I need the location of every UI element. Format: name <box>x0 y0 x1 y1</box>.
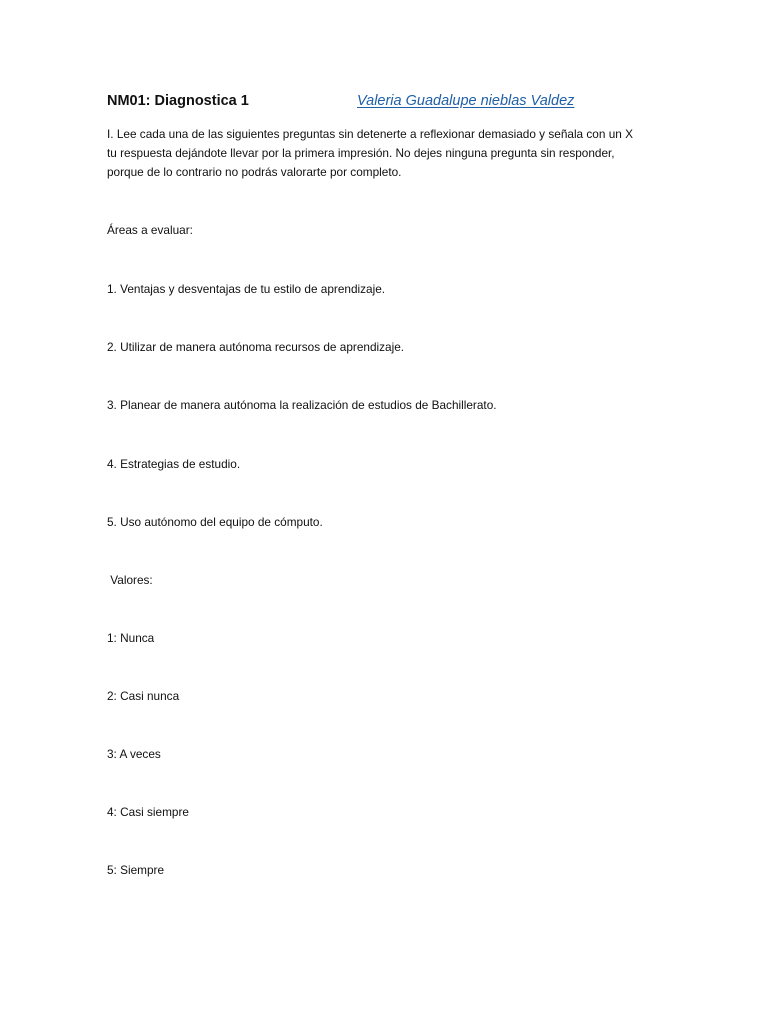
area-item-1: 1. Ventajas y desventajas de tu estilo de aprendizaje. <box>107 282 386 296</box>
author-name-link[interactable]: Valeria Guadalupe nieblas Valdez <box>357 93 575 109</box>
document-title: NM01: Diagnostica 1 <box>107 93 249 109</box>
area-item-2: 2. Utilizar de manera autónoma recursos de aprendizaje. <box>107 340 405 354</box>
area-item-4: 4. Estrategias de estudio. <box>107 457 241 471</box>
value-item-2: 2: Casi nunca <box>107 689 180 703</box>
value-item-1: 1: Nunca <box>107 631 155 645</box>
instructions-line: I. Lee cada una de las siguientes preguntas sin detenerte a reflexionar demasiado y señala con un X <box>107 127 633 141</box>
instructions-line: tu respuesta dejándote llevar por la primera impresión. No dejes ninguna pregunta sin responder, <box>107 146 615 160</box>
value-item-5: 5: Siempre <box>107 863 165 877</box>
instructions-line: porque de lo contrario no podrás valorarte por completo. <box>107 165 402 179</box>
area-item-3: 3. Planear de manera autónoma la realización de estudios de Bachillerato. <box>107 398 497 412</box>
areas-heading: Áreas a evaluar: <box>107 223 193 237</box>
area-item-5: 5. Uso autónomo del equipo de cómputo. <box>107 515 323 529</box>
value-item-4: 4: Casi siempre <box>107 805 189 819</box>
instructions-paragraph <box>107 125 667 182</box>
value-item-3: 3: A veces <box>107 747 161 761</box>
values-heading: Valores: <box>107 573 153 587</box>
